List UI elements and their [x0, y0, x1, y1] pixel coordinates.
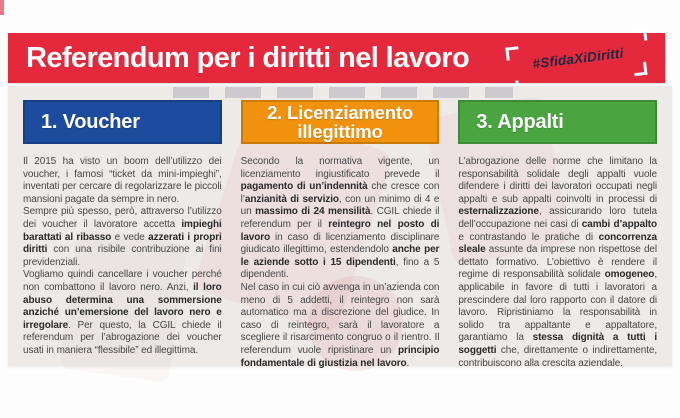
- licenziamento-section-header: 2. Licenziamento illegittimo: [241, 100, 440, 144]
- viewfinder-corner-icon: [633, 28, 647, 42]
- page-title: Referendum per i diritti nel lavoro: [26, 41, 470, 74]
- paragraph: L’abrogazione delle norme che limitano la responsabilità solidale degli appalti vuole difendere i diritti dei lavoratori occupati negli appalti e sub appalti coinvolti in processi di esternalizzazione, assicurando loro tutela dell’occupazione nei casi di cambi d’appalto e contrastando le pratiche di concorrenza sleale assunte da imprese non rispettose del dettato formativo. L’obiettivo è rendere il regime di responsabilità solidale omogeneo, applicabile in favore di tutti i lavoratori a prescindere dal loro rapporto con il datore di lavoro. Ripristiniamo la responsabilità in solido tra appaltante e appaltatore, garantiamo la stessa dignità a tutti i soggetti che, direttamente o indirettamente, contribuiscono alla crescita aziendale.: [458, 156, 658, 369]
- paragraph: Il 2015 ha visto un boom dell’utilizzo dei voucher, i famosi “ticket da mini-impieghi”, inventati per cercare di regolarizzare le piccoli mansioni pagate da sempre in nero.: [23, 156, 222, 205]
- voucher-section-text: [23, 156, 222, 358]
- viewfinder-corner-icon: [633, 62, 647, 76]
- paragraph: Sempre più spesso, però, attraverso l’utilizzo dei voucher il lavoratore accetta impieghi barattati al ribasso e vede azzerati i propri diritti con una risibile contribuzione ai fini previdenziali.: [23, 206, 222, 268]
- content-panel: [8, 86, 672, 369]
- title-banner: [8, 33, 665, 83]
- columns-container: [8, 86, 672, 369]
- voucher-section-header: 1. Voucher: [23, 100, 222, 144]
- appalti-section-text: [458, 156, 657, 370]
- paragraph: Vogliamo quindi cancellare i voucher perché non combattono il lavoro nero. Anzi, il loro abuso determina una sommersione anziché un’emersione del lavoro nero e irregolare. Per questo, la CGIL chiede il referendum per l’abrogazione dei voucher usati in maniera “flessibile” ed illegittima.: [23, 269, 222, 356]
- viewfinder-corner-icon: [505, 46, 519, 60]
- column-appalti: [458, 100, 658, 369]
- column-licenziamento-illegittimo: [240, 100, 440, 369]
- paragraph: Secondo la normativa vigente, un licenziamento ingiustificato prevede il pagamento di un’indennità che cresce con l’anzianità di servizio, con un minimo di 4 e un massimo di 24 mensilità. CGIL chiede il referendum per il reintegro nel posto di lavoro in caso di licenziamento disciplinare giudicato illegittimo, estendendolo anche per le aziende sotto i 15 dipendenti, fino a 5 dipendenti.: [240, 156, 440, 281]
- paragraph: Nel caso in cui ciò avvenga in un’azienda con meno di 5 addetti, il reintegro non sarà automatico ma a discrezione del giudice. In caso di reintegro, sarà il lavoratore a scegliere il risarcimento congruo o il rientro. Il referendum vuole ripristinare un principio fondamentale di giustizia nel lavoro.: [240, 281, 440, 369]
- licenziamento-section-text: [241, 156, 440, 370]
- appalti-section-header: 3. Appalti: [458, 100, 657, 144]
- hashtag-label: #SfidaXiDiritti: [531, 44, 625, 72]
- hashtag-frame: [505, 30, 651, 85]
- red-sliver-decoration: [0, 0, 4, 15]
- column-voucher: [23, 100, 222, 366]
